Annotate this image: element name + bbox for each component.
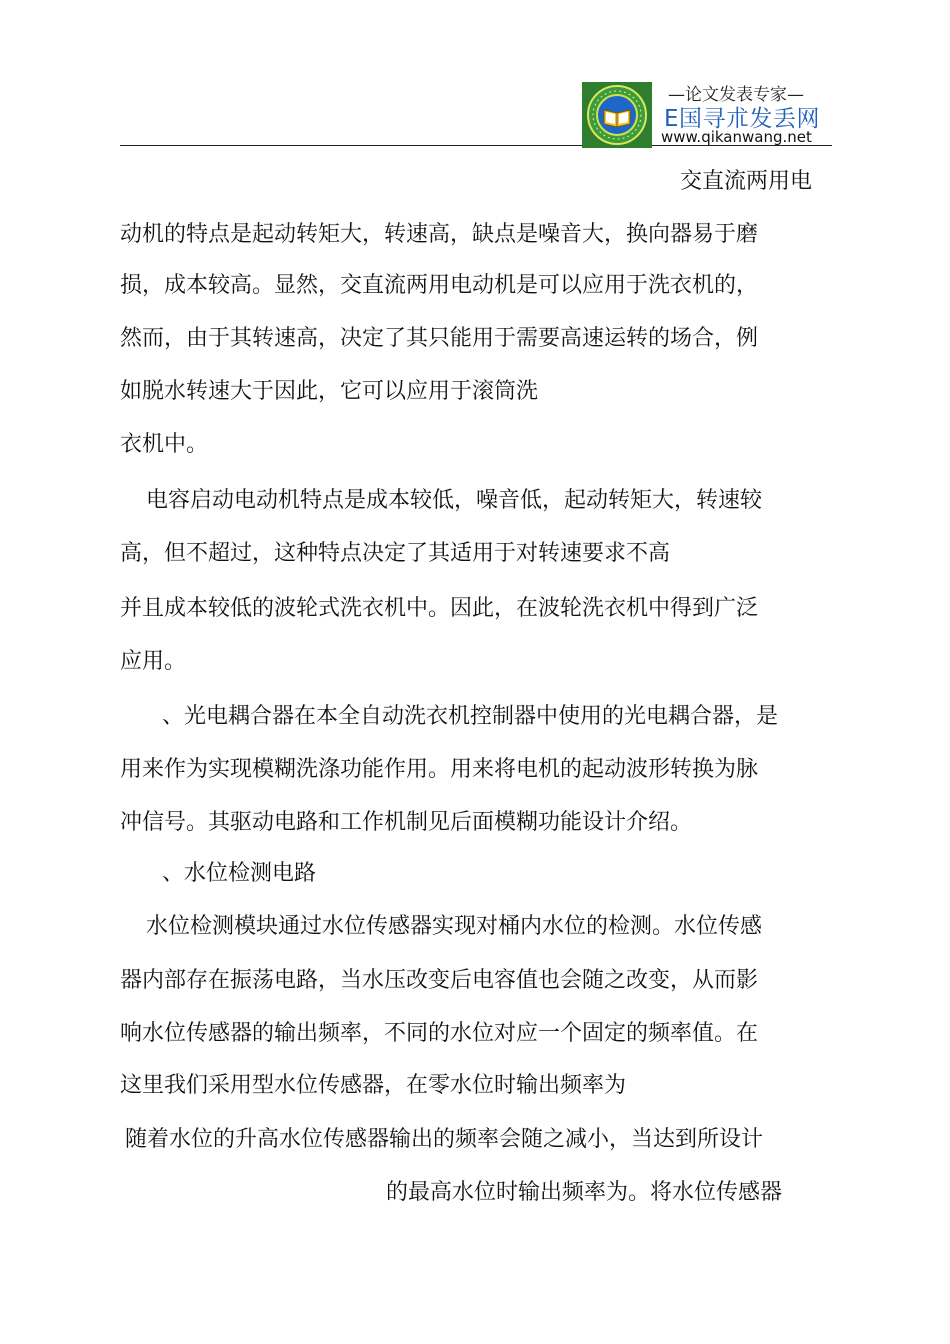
site-name[interactable]: E国寻朮发丢网 [664, 106, 821, 132]
paragraph-line: 冲信号。其驱动电路和工作机制见后面模糊功能设计介绍。 [120, 810, 693, 835]
logo-seal-icon [582, 82, 652, 148]
header-slogan: —论文发表专家— [668, 85, 804, 105]
paragraph-line: 损，成本较高。显然，交直流两用电动机是可以应用于洗衣机的， [120, 273, 759, 298]
paragraph-line: 这里我们采用型水位传感器，在零水位时输出频率为 [120, 1073, 627, 1098]
paragraph-line: 、光电耦合器在本全自动洗衣机控制器中使用的光电耦合器，是 [162, 704, 779, 729]
paragraph-line: 高，但不超过，这种特点决定了其适用于对转速要求不高 [120, 541, 671, 566]
site-url-link[interactable]: www.qikanwang.net [661, 128, 812, 146]
paragraph-line: 衣机中。 [120, 432, 209, 457]
paragraph-line: 应用。 [120, 649, 187, 674]
paragraph-line: 随着水位的升高水位传感器输出的频率会随之减小，当达到所设计 [125, 1127, 764, 1152]
paragraph-line: 如脱水转速大于因此，它可以应用于滚筒洗 [120, 379, 539, 404]
paragraph-line: 电容启动电动机特点是成本较低，噪音低，起动转矩大，转速较 [146, 488, 763, 513]
paragraph-line: 动机的特点是起动转矩大，转速高，缺点是噪音大，换向器易于磨 [120, 222, 759, 247]
paragraph-line: 器内部存在振荡电路，当水压改变后电容值也会随之改变，从而影 [120, 968, 759, 993]
paragraph-line: 用来作为实现模糊洗涤功能作用。用来将电机的起动波形转换为脉 [120, 757, 759, 782]
paragraph-line: 交直流两用电 [680, 169, 813, 194]
paragraph-line: 然而，由于其转速高，决定了其只能用于需要高速运转的场合，例 [120, 326, 759, 351]
paragraph-line: 水位检测模块通过水位传感器实现对桶内水位的检测。水位传感 [146, 914, 763, 939]
paragraph-line: 响水位传感器的输出频率，不同的水位对应一个固定的频率值。在 [120, 1021, 759, 1046]
paragraph-line: 的最高水位时输出频率为。将水位传感器 [386, 1180, 783, 1205]
paragraph-line: 并且成本较低的波轮式洗衣机中。因此，在波轮洗衣机中得到广泛 [120, 596, 759, 621]
section-heading: 、水位检测电路 [162, 861, 317, 886]
